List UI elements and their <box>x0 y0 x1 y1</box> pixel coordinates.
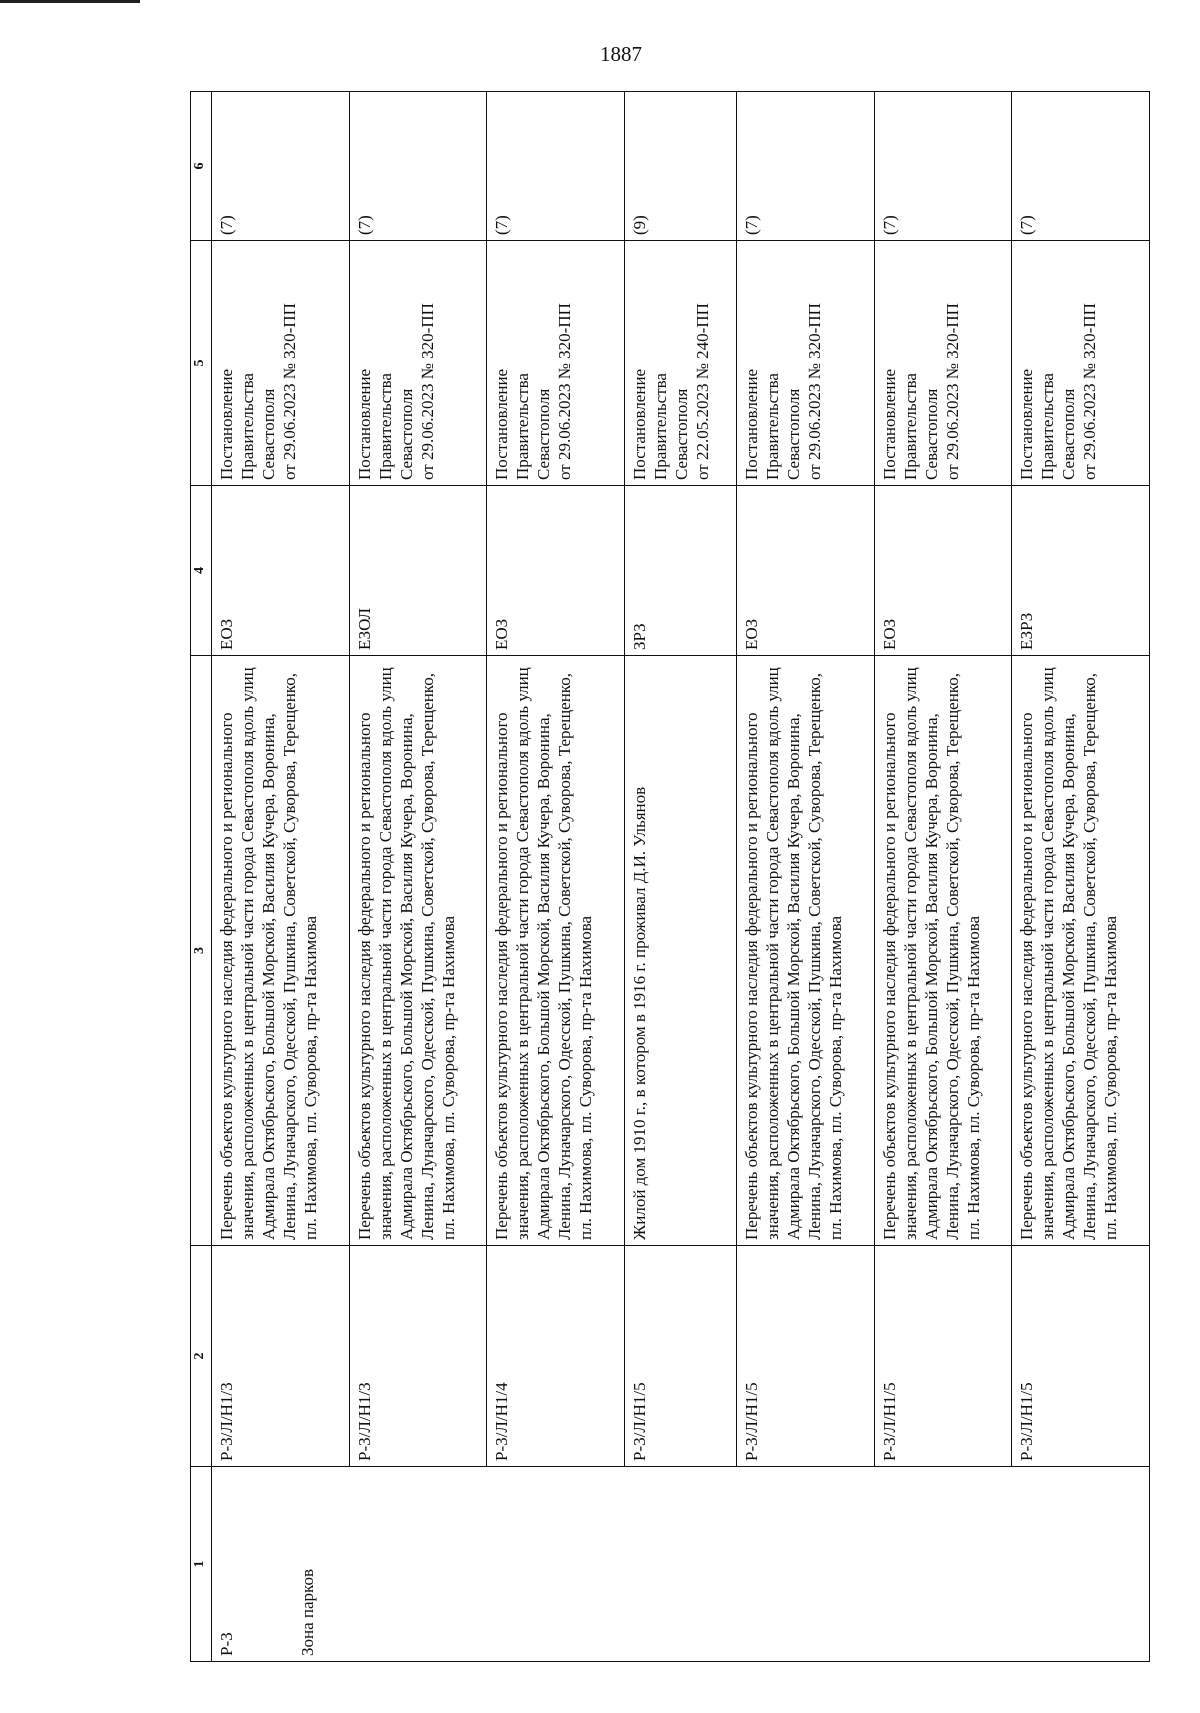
object-id: Р-3/Л/Н1/3 <box>349 1246 487 1467</box>
header-row <box>191 92 212 1662</box>
protection-zone: ЕЗОЛ <box>349 486 487 656</box>
table-row <box>349 92 487 1662</box>
table-row <box>737 92 875 1662</box>
object-description: Перечень объектов культурного наследия федерального и регионального значения, расположенных в центральной части города Севастополя вдоль улиц Адмирала Октябрьского, Большой Морской, Василия Кучера, Воронина, Ленина, Луначарского, Одесской, Пушкина, Советской, Суворова, Терещенко, пл. Нахимова, пл. Суворова, пр-та Нахимова <box>349 656 487 1246</box>
scan-edge-mark <box>0 0 140 3</box>
legal-document: Постановление Правительства Севастополя от 29.06.2023 № 320-ПП <box>349 241 487 486</box>
protection-zone: ЕЗРЗ <box>1012 486 1150 656</box>
legal-document: Постановление Правительства Севастополя от 29.06.2023 № 320-ПП <box>874 241 1012 486</box>
column-header: 2 <box>191 1246 212 1467</box>
object-id: Р-3/Л/Н1/3 <box>212 1246 350 1467</box>
object-description: Перечень объектов культурного наследия федерального и регионального значения, расположенных в центральной части города Севастополя вдоль улиц Адмирала Октябрьского, Большой Морской, Василия Кучера, Воронина, Ленина, Луначарского, Одесской, Пушкина, Советской, Суворова, Терещенко, пл. Нахимова, пл. Суворова, пр-та Нахимова <box>874 656 1012 1246</box>
protection-zone: ЗРЗ <box>624 486 736 656</box>
column-header: 6 <box>191 92 212 241</box>
note-ref: (7) <box>737 92 875 241</box>
table-row <box>212 92 350 1662</box>
protection-zone: ЕОЗ <box>212 486 350 656</box>
rotated-table-wrapper <box>190 92 1150 1662</box>
table-row <box>487 92 625 1662</box>
object-id: Р-3/Л/Н1/5 <box>1012 1246 1150 1467</box>
protection-zone: ЕОЗ <box>737 486 875 656</box>
note-ref: (9) <box>624 92 736 241</box>
column-header: 1 <box>191 1467 212 1662</box>
note-ref: (7) <box>874 92 1012 241</box>
zone-cell <box>212 1467 1150 1662</box>
column-header: 5 <box>191 241 212 486</box>
protection-zone: ЕОЗ <box>487 486 625 656</box>
note-ref: (7) <box>487 92 625 241</box>
zone-name: Зона парков <box>298 1569 317 1656</box>
object-id: Р-3/Л/Н1/5 <box>874 1246 1012 1467</box>
legal-document: Постановление Правительства Севастополя от 29.06.2023 № 320-ПП <box>737 241 875 486</box>
legal-document: Постановление Правительства Севастополя от 22.05.2023 № 240-ПП <box>624 241 736 486</box>
object-description: Перечень объектов культурного наследия федерального и регионального значения, расположенных в центральной части города Севастополя вдоль улиц Адмирала Октябрьского, Большой Морской, Василия Кучера, Воронина, Ленина, Луначарского, Одесской, Пушкина, Советской, Суворова, Терещенко, пл. Нахимова, пл. Суворова, пр-та Нахимова <box>737 656 875 1246</box>
legal-document: Постановление Правительства Севастополя от 29.06.2023 № 320-ПП <box>1012 241 1150 486</box>
note-ref: (7) <box>1012 92 1150 241</box>
object-description: Перечень объектов культурного наследия федерального и регионального значения, расположенных в центральной части города Севастополя вдоль улиц Адмирала Октябрьского, Большой Морской, Василия Кучера, Воронина, Ленина, Луначарского, Одесской, Пушкина, Советской, Суворова, Терещенко, пл. Нахимова, пл. Суворова, пр-та Нахимова <box>487 656 625 1246</box>
note-ref: (7) <box>212 92 350 241</box>
table-row <box>874 92 1012 1662</box>
object-id: Р-3/Л/Н1/4 <box>487 1246 625 1467</box>
protection-zone: ЕОЗ <box>874 486 1012 656</box>
column-header: 3 <box>191 656 212 1246</box>
object-description: Перечень объектов культурного наследия федерального и регионального значения, расположенных в центральной части города Севастополя вдоль улиц Адмирала Октябрьского, Большой Морской, Василия Кучера, Воронина, Ленина, Луначарского, Одесской, Пушкина, Советской, Суворова, Терещенко, пл. Нахимова, пл. Суворова, пр-та Нахимова <box>1012 656 1150 1246</box>
note-ref: (7) <box>349 92 487 241</box>
legal-document: Постановление Правительства Севастополя от 29.06.2023 № 320-ПП <box>212 241 350 486</box>
object-description: Перечень объектов культурного наследия федерального и регионального значения, расположенных в центральной части города Севастополя вдоль улиц Адмирала Октябрьского, Большой Морской, Василия Кучера, Воронина, Ленина, Луначарского, Одесской, Пушкина, Советской, Суворова, Терещенко, пл. Нахимова, пл. Суворова, пр-та Нахимова <box>212 656 350 1246</box>
page-number: 1887 <box>600 42 642 66</box>
object-description: Жилой дом 1910 г., в котором в 1916 г. проживал Д.И. Ульянов <box>624 656 736 1246</box>
table-row <box>624 92 736 1662</box>
heritage-zones-table <box>190 91 1150 1662</box>
object-id: Р-3/Л/Н1/5 <box>624 1246 736 1467</box>
zone-code: Р-3 <box>217 1632 236 1656</box>
object-id: Р-3/Л/Н1/5 <box>737 1246 875 1467</box>
legal-document: Постановление Правительства Севастополя от 29.06.2023 № 320-ПП <box>487 241 625 486</box>
table-row <box>1012 92 1150 1662</box>
column-header: 4 <box>191 486 212 656</box>
